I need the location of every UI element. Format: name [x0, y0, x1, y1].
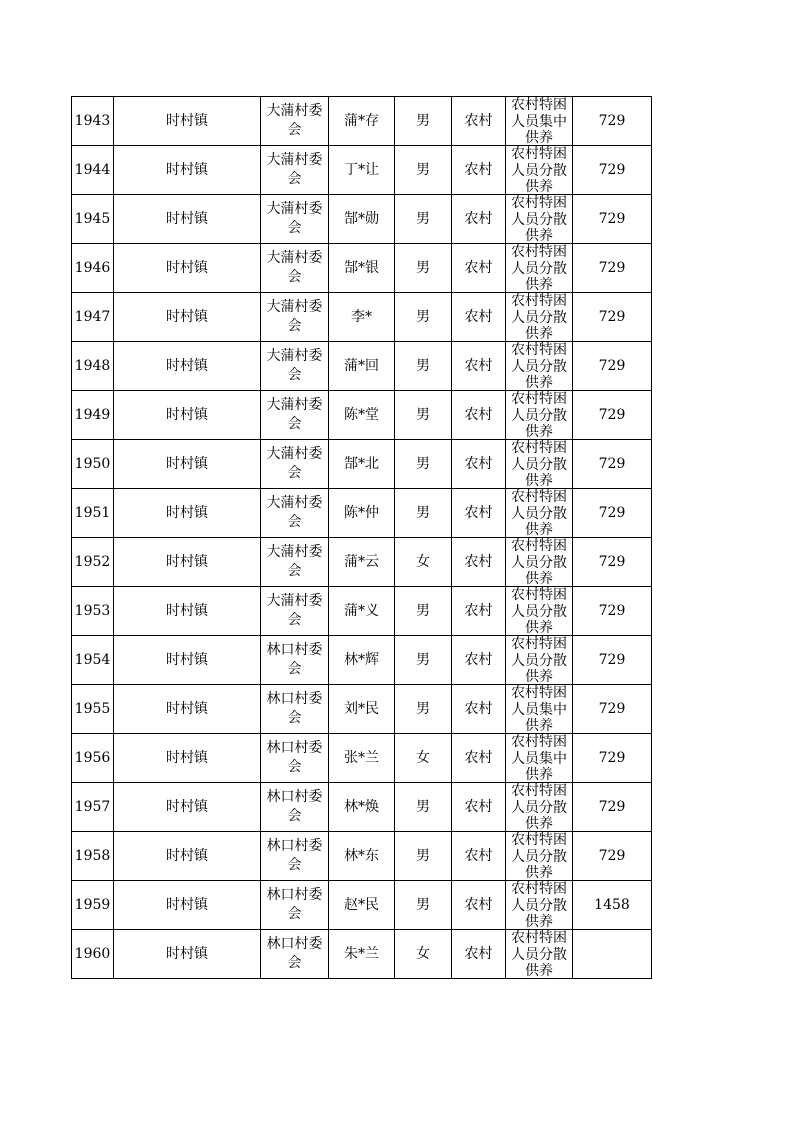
cell-sex: 男: [395, 244, 452, 293]
cell-village-committee: [261, 244, 329, 293]
cell-village-committee-text: 大蒲村委会: [266, 348, 323, 383]
cell-area-type: 农村: [452, 146, 506, 195]
cell-amount: 729: [573, 734, 652, 783]
cell-amount: 729: [573, 293, 652, 342]
cell-serial-number: 1947: [72, 293, 114, 342]
cell-village-committee-text: 林口村委会: [266, 642, 323, 677]
cell-village-committee-text: 大蒲村委会: [266, 152, 323, 187]
cell-person-name: 张*兰: [329, 734, 395, 783]
table-row: [72, 832, 652, 881]
cell-village-committee: [261, 734, 329, 783]
cell-serial-number: 1945: [72, 195, 114, 244]
cell-village-committee: [261, 636, 329, 685]
cell-sex: 男: [395, 636, 452, 685]
cell-support-category-text: 农村特困人员集中供养: [511, 734, 567, 782]
cell-support-category: [506, 97, 573, 146]
cell-support-category: [506, 440, 573, 489]
cell-village-committee: [261, 881, 329, 930]
cell-serial-number: 1943: [72, 97, 114, 146]
records-table: [71, 96, 652, 979]
cell-person-name: 丁*让: [329, 146, 395, 195]
cell-town: 时村镇: [114, 146, 261, 195]
cell-town: 时村镇: [114, 734, 261, 783]
table-row: [72, 930, 652, 979]
cell-amount: 729: [573, 440, 652, 489]
cell-town: 时村镇: [114, 195, 261, 244]
cell-town: 时村镇: [114, 636, 261, 685]
cell-village-committee-text: 林口村委会: [266, 887, 323, 922]
cell-village-committee-text: 大蒲村委会: [266, 103, 323, 138]
cell-support-category: [506, 391, 573, 440]
cell-support-category: [506, 881, 573, 930]
cell-amount: 729: [573, 832, 652, 881]
cell-support-category-text: 农村特困人员分散供养: [511, 440, 567, 488]
cell-support-category-text: 农村特困人员分散供养: [511, 881, 567, 929]
cell-support-category: [506, 587, 573, 636]
cell-amount: 729: [573, 244, 652, 293]
cell-person-name: 蒲*存: [329, 97, 395, 146]
cell-support-category-text: 农村特困人员分散供养: [511, 293, 567, 341]
cell-serial-number: 1959: [72, 881, 114, 930]
cell-town: 时村镇: [114, 440, 261, 489]
cell-sex: 女: [395, 734, 452, 783]
cell-area-type: 农村: [452, 97, 506, 146]
cell-sex: 男: [395, 391, 452, 440]
cell-support-category-text: 农村特困人员分散供养: [511, 930, 567, 978]
cell-serial-number: 1950: [72, 440, 114, 489]
cell-village-committee: [261, 293, 329, 342]
cell-support-category-text: 农村特困人员集中供养: [511, 97, 567, 145]
cell-town: 时村镇: [114, 587, 261, 636]
cell-support-category: [506, 636, 573, 685]
cell-sex: 男: [395, 195, 452, 244]
cell-area-type: 农村: [452, 930, 506, 979]
cell-area-type: 农村: [452, 440, 506, 489]
cell-person-name: 郜*勋: [329, 195, 395, 244]
cell-support-category-text: 农村特困人员分散供养: [511, 391, 567, 439]
cell-sex: 男: [395, 489, 452, 538]
cell-serial-number: 1953: [72, 587, 114, 636]
cell-area-type: 农村: [452, 636, 506, 685]
cell-amount: 729: [573, 685, 652, 734]
table-row: [72, 440, 652, 489]
table-row: [72, 97, 652, 146]
cell-support-category-text: 农村特困人员分散供养: [511, 636, 567, 684]
cell-village-committee: [261, 195, 329, 244]
cell-serial-number: 1955: [72, 685, 114, 734]
cell-sex: 男: [395, 881, 452, 930]
cell-village-committee-text: 大蒲村委会: [266, 593, 323, 628]
cell-area-type: 农村: [452, 342, 506, 391]
cell-support-category: [506, 244, 573, 293]
cell-amount: 729: [573, 587, 652, 636]
cell-village-committee-text: 大蒲村委会: [266, 250, 323, 285]
cell-village-committee: [261, 342, 329, 391]
cell-town: 时村镇: [114, 930, 261, 979]
cell-person-name: 陈*仲: [329, 489, 395, 538]
cell-town: 时村镇: [114, 538, 261, 587]
cell-support-category: [506, 832, 573, 881]
cell-person-name: 赵*民: [329, 881, 395, 930]
cell-support-category: [506, 195, 573, 244]
table-row: [72, 146, 652, 195]
cell-amount: 729: [573, 538, 652, 587]
cell-area-type: 农村: [452, 587, 506, 636]
cell-support-category-text: 农村特困人员分散供养: [511, 832, 567, 880]
cell-area-type: 农村: [452, 391, 506, 440]
cell-area-type: 农村: [452, 783, 506, 832]
cell-amount: 729: [573, 195, 652, 244]
cell-person-name: 林*焕: [329, 783, 395, 832]
cell-amount: 1458: [573, 881, 652, 930]
cell-serial-number: 1948: [72, 342, 114, 391]
cell-town: 时村镇: [114, 489, 261, 538]
cell-person-name: 郜*银: [329, 244, 395, 293]
table-row: [72, 783, 652, 832]
cell-village-committee-text: 林口村委会: [266, 691, 323, 726]
cell-village-committee-text: 林口村委会: [266, 740, 323, 775]
cell-sex: 男: [395, 685, 452, 734]
cell-sex: 女: [395, 538, 452, 587]
cell-town: 时村镇: [114, 783, 261, 832]
cell-town: 时村镇: [114, 97, 261, 146]
cell-serial-number: 1944: [72, 146, 114, 195]
table-row: [72, 244, 652, 293]
cell-amount: [573, 930, 652, 979]
cell-sex: 女: [395, 930, 452, 979]
cell-serial-number: 1957: [72, 783, 114, 832]
cell-area-type: 农村: [452, 489, 506, 538]
cell-support-category: [506, 734, 573, 783]
table-body: [72, 97, 652, 979]
cell-support-category: [506, 146, 573, 195]
cell-support-category-text: 农村特困人员分散供养: [511, 587, 567, 635]
cell-village-committee-text: 大蒲村委会: [266, 495, 323, 530]
cell-serial-number: 1954: [72, 636, 114, 685]
cell-support-category: [506, 685, 573, 734]
cell-village-committee-text: 大蒲村委会: [266, 299, 323, 334]
cell-support-category: [506, 489, 573, 538]
cell-person-name: 蒲*回: [329, 342, 395, 391]
table-row: [72, 538, 652, 587]
cell-person-name: 林*东: [329, 832, 395, 881]
cell-support-category: [506, 342, 573, 391]
cell-amount: 729: [573, 146, 652, 195]
cell-area-type: 农村: [452, 881, 506, 930]
cell-person-name: 蒲*义: [329, 587, 395, 636]
cell-village-committee-text: 林口村委会: [266, 936, 323, 971]
cell-sex: 男: [395, 293, 452, 342]
cell-support-category-text: 农村特困人员集中供养: [511, 685, 567, 733]
cell-village-committee: [261, 97, 329, 146]
cell-sex: 男: [395, 783, 452, 832]
cell-town: 时村镇: [114, 244, 261, 293]
cell-village-committee-text: 林口村委会: [266, 838, 323, 873]
cell-support-category-text: 农村特困人员分散供养: [511, 783, 567, 831]
cell-person-name: 林*辉: [329, 636, 395, 685]
cell-amount: 729: [573, 489, 652, 538]
cell-serial-number: 1958: [72, 832, 114, 881]
cell-support-category-text: 农村特困人员分散供养: [511, 195, 567, 243]
cell-area-type: 农村: [452, 734, 506, 783]
cell-sex: 男: [395, 587, 452, 636]
cell-village-committee: [261, 538, 329, 587]
cell-person-name: 朱*兰: [329, 930, 395, 979]
cell-sex: 男: [395, 97, 452, 146]
cell-amount: 729: [573, 97, 652, 146]
cell-amount: 729: [573, 391, 652, 440]
cell-support-category-text: 农村特困人员分散供养: [511, 342, 567, 390]
table-row: [72, 685, 652, 734]
cell-town: 时村镇: [114, 342, 261, 391]
cell-village-committee: [261, 685, 329, 734]
cell-village-committee: [261, 783, 329, 832]
cell-support-category: [506, 293, 573, 342]
cell-area-type: 农村: [452, 244, 506, 293]
cell-town: 时村镇: [114, 881, 261, 930]
cell-serial-number: 1952: [72, 538, 114, 587]
cell-village-committee-text: 大蒲村委会: [266, 544, 323, 579]
cell-amount: 729: [573, 342, 652, 391]
cell-support-category-text: 农村特困人员分散供养: [511, 146, 567, 194]
cell-area-type: 农村: [452, 832, 506, 881]
cell-village-committee: [261, 587, 329, 636]
cell-village-committee-text: 大蒲村委会: [266, 446, 323, 481]
cell-serial-number: 1949: [72, 391, 114, 440]
cell-support-category-text: 农村特困人员分散供养: [511, 244, 567, 292]
cell-area-type: 农村: [452, 685, 506, 734]
cell-person-name: 李*: [329, 293, 395, 342]
cell-serial-number: 1946: [72, 244, 114, 293]
cell-town: 时村镇: [114, 391, 261, 440]
cell-village-committee: [261, 489, 329, 538]
table-row: [72, 293, 652, 342]
table-row: [72, 587, 652, 636]
cell-serial-number: 1960: [72, 930, 114, 979]
cell-village-committee-text: 林口村委会: [266, 789, 323, 824]
cell-support-category: [506, 538, 573, 587]
cell-sex: 男: [395, 832, 452, 881]
cell-serial-number: 1951: [72, 489, 114, 538]
cell-village-committee: [261, 440, 329, 489]
table-row: [72, 195, 652, 244]
cell-person-name: 郜*北: [329, 440, 395, 489]
cell-village-committee-text: 大蒲村委会: [266, 201, 323, 236]
cell-town: 时村镇: [114, 293, 261, 342]
table-row: [72, 734, 652, 783]
table-row: [72, 881, 652, 930]
cell-village-committee: [261, 930, 329, 979]
table-row: [72, 489, 652, 538]
cell-sex: 男: [395, 146, 452, 195]
cell-town: 时村镇: [114, 685, 261, 734]
cell-area-type: 农村: [452, 195, 506, 244]
cell-amount: 729: [573, 636, 652, 685]
table-row: [72, 636, 652, 685]
cell-town: 时村镇: [114, 832, 261, 881]
cell-serial-number: 1956: [72, 734, 114, 783]
cell-person-name: 刘*民: [329, 685, 395, 734]
cell-support-category-text: 农村特困人员分散供养: [511, 489, 567, 537]
cell-village-committee: [261, 391, 329, 440]
cell-sex: 男: [395, 440, 452, 489]
cell-person-name: 陈*堂: [329, 391, 395, 440]
cell-village-committee: [261, 146, 329, 195]
cell-area-type: 农村: [452, 538, 506, 587]
cell-person-name: 蒲*云: [329, 538, 395, 587]
table-row: [72, 342, 652, 391]
cell-amount: 729: [573, 783, 652, 832]
table-row: [72, 391, 652, 440]
cell-village-committee: [261, 832, 329, 881]
cell-support-category-text: 农村特困人员分散供养: [511, 538, 567, 586]
cell-support-category: [506, 783, 573, 832]
cell-area-type: 农村: [452, 293, 506, 342]
cell-sex: 男: [395, 342, 452, 391]
cell-support-category: [506, 930, 573, 979]
cell-village-committee-text: 大蒲村委会: [266, 397, 323, 432]
